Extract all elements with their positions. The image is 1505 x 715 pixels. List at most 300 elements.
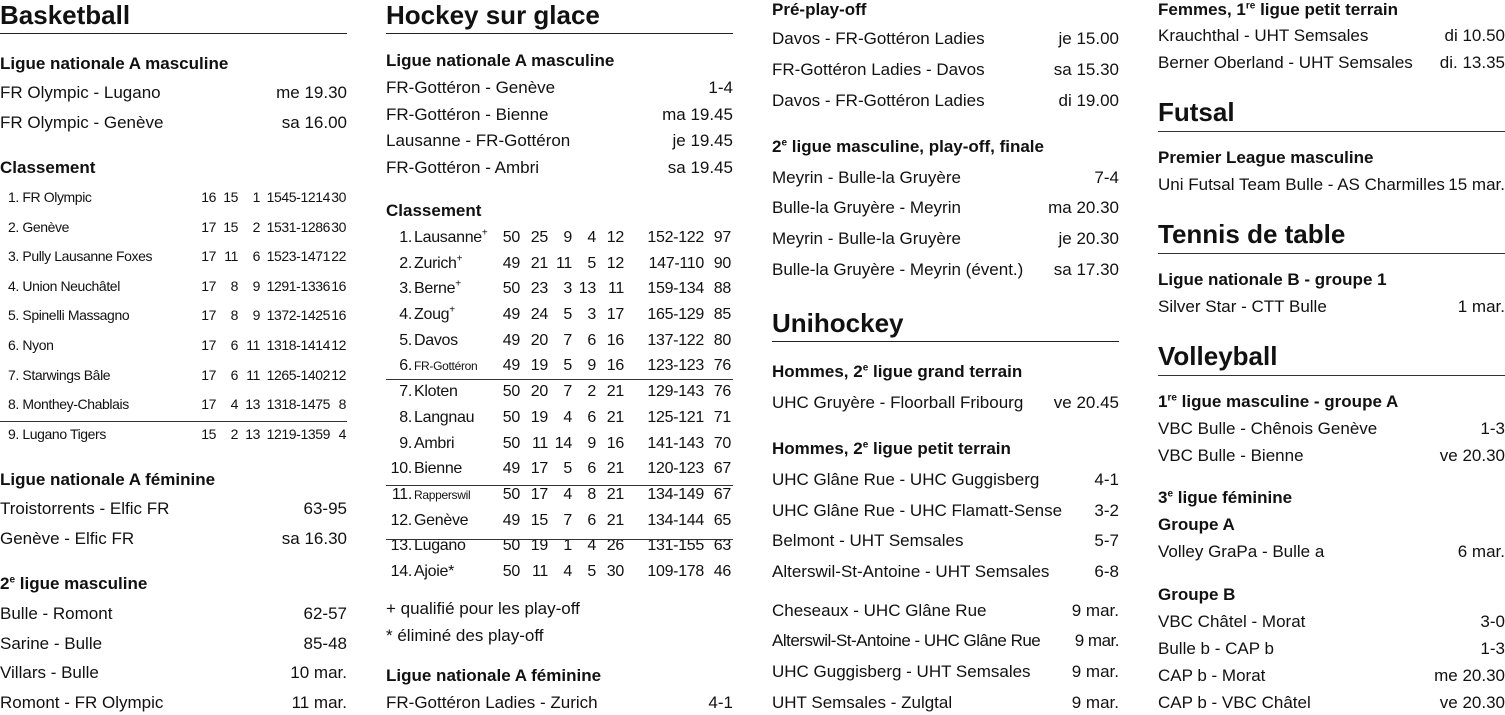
points: 80 — [713, 331, 731, 349]
heading-superscript: e — [1167, 488, 1174, 500]
match-result: me 19.30 — [276, 83, 347, 102]
played: 16 — [201, 189, 216, 205]
section-title-tennis: Tennis de table — [1158, 219, 1346, 249]
match-name: Sarine - Bulle — [0, 634, 103, 653]
rank: 5. — [8, 307, 19, 324]
match-result: 6-8 — [1094, 562, 1119, 581]
lost: 1 — [252, 189, 260, 205]
heading-superscript: e — [781, 137, 788, 149]
standings-row — [386, 485, 733, 511]
game-row — [772, 198, 1119, 218]
game-row — [0, 663, 347, 683]
match-result: di 19.00 — [1058, 91, 1119, 110]
goals: 131-155 — [647, 537, 704, 555]
game-row — [0, 693, 347, 713]
lost: 11 — [246, 366, 260, 383]
heading-part: Femmes, 1 — [1158, 0, 1246, 19]
losses: 21 — [606, 485, 624, 503]
games-played: 49 — [502, 306, 520, 324]
match-name: FR-Gottéron - Ambri — [386, 158, 540, 177]
section-rule — [1158, 131, 1505, 132]
played: 17 — [201, 277, 216, 294]
standings-row — [386, 408, 733, 434]
section-title-futsal: Futsal — [1158, 97, 1235, 127]
heading-part: ligue masculine — [15, 574, 148, 593]
lost: 2 — [252, 218, 260, 235]
goals: 134-149 — [647, 485, 704, 503]
section-title-unihockey: Unihockey — [772, 308, 1119, 342]
standings-row — [386, 279, 733, 305]
won: 8 — [230, 307, 238, 324]
game-row — [772, 60, 1119, 80]
relegation-divider — [386, 539, 733, 540]
heading-part: 2 — [0, 574, 10, 593]
wins: 17 — [530, 485, 548, 503]
points: 30 — [331, 189, 346, 205]
ot-wins: 1 — [563, 537, 572, 555]
game-row — [386, 78, 733, 98]
standings-row — [386, 331, 733, 357]
game-row — [772, 601, 1119, 621]
heading-part: 2 — [772, 137, 782, 156]
goals: 123-123 — [647, 357, 704, 375]
game-row — [1158, 666, 1505, 686]
ot-wins: 7 — [563, 331, 572, 349]
standings-row — [386, 382, 733, 408]
match-result: 9 mar. — [1074, 631, 1119, 650]
game-row — [772, 501, 1119, 521]
match-name: UHC Glâne Rue - UHC Guggisberg — [772, 470, 1040, 489]
ot-losses: 5 — [587, 562, 596, 580]
team-name: Lugano Tigers — [22, 425, 106, 442]
match-name: UHC Gruyère - Floorball Fribourg — [772, 393, 1024, 412]
rank: 2. — [399, 254, 412, 272]
match-result: 1-3 — [1480, 419, 1505, 438]
wins: 17 — [530, 460, 548, 478]
games-played: 49 — [502, 331, 520, 349]
losses: 30 — [606, 562, 624, 580]
ot-losses: 9 — [587, 434, 596, 452]
standings-row — [386, 459, 733, 485]
standings-row — [0, 306, 347, 336]
standings-row — [0, 218, 347, 248]
standings-heading: Classement — [0, 158, 96, 177]
losses: 12 — [606, 229, 624, 246]
group-heading: Groupe B — [1158, 585, 1236, 604]
games-played: 50 — [502, 229, 520, 246]
games-played: 50 — [502, 383, 520, 401]
ot-wins: 7 — [563, 511, 572, 529]
league-heading: Ligue nationale A féminine — [386, 666, 602, 685]
played: 17 — [201, 366, 216, 383]
won: 2 — [230, 425, 238, 442]
league-heading — [772, 362, 1119, 382]
points: 12 — [331, 366, 346, 383]
match-name: FR-Gottéron Ladies - Davos — [772, 60, 985, 79]
rank: 10. — [390, 460, 412, 478]
league-heading — [772, 439, 1119, 459]
losses: 16 — [606, 331, 624, 349]
points: 70 — [713, 434, 731, 452]
games-played: 50 — [502, 408, 520, 426]
losses: 16 — [606, 357, 624, 375]
ot-losses: 6 — [587, 511, 596, 529]
league-heading: Ligue nationale A masculine — [386, 51, 615, 70]
rank: 5. — [399, 331, 412, 349]
match-result: ve 20.30 — [1439, 693, 1505, 712]
match-result: ve 20.30 — [1439, 446, 1505, 465]
ot-losses: 6 — [587, 408, 596, 426]
match-result: 62-57 — [303, 604, 347, 623]
ot-wins: 9 — [563, 229, 572, 246]
game-row — [386, 693, 733, 713]
played: 17 — [201, 248, 216, 265]
match-result: je 19.45 — [672, 131, 733, 150]
game-row — [1158, 175, 1505, 195]
match-name: UHT Semsales - Zulgtal — [772, 693, 953, 712]
points: 22 — [331, 248, 346, 265]
games-played: 50 — [502, 434, 520, 452]
team-name: Bienne — [414, 460, 463, 478]
points-diff: 1372-1425 — [266, 307, 330, 324]
team-name: Rapperswil — [414, 487, 471, 502]
match-name: Krauchthal - UHT Semsales — [1158, 26, 1369, 45]
team-name: Genève — [414, 511, 469, 529]
match-name: VBC Bulle - Chênois Genève — [1158, 419, 1378, 438]
games-played: 50 — [502, 485, 520, 503]
relegation-divider — [0, 421, 347, 422]
ot-wins: 5 — [563, 306, 572, 324]
ot-wins: 11 — [555, 254, 572, 272]
league-heading — [772, 137, 1119, 157]
match-name: Alterswil-St-Antoine - UHC Glâne Rue — [772, 631, 1041, 650]
rank: 3. — [399, 280, 412, 298]
goals: 165-129 — [647, 306, 704, 324]
ot-losses: 4 — [587, 229, 596, 246]
rank: 4. — [8, 277, 19, 294]
team-name: Starwings Bâle — [22, 366, 111, 383]
ot-wins: 3 — [563, 280, 572, 298]
match-result: ma 20.30 — [1048, 198, 1119, 217]
hockey-standings-table — [386, 228, 733, 588]
league-heading — [0, 574, 347, 594]
match-result: 63-95 — [303, 499, 347, 518]
game-row — [772, 693, 1119, 713]
points: 46 — [713, 562, 731, 580]
match-result: sa 17.30 — [1053, 260, 1119, 279]
league-heading: Ligue nationale A masculine — [0, 54, 229, 73]
match-name: Uni Futsal Team Bulle - AS Charmilles — [1158, 175, 1445, 194]
match-name: Lausanne - FR-Gottéron — [386, 131, 571, 150]
game-row — [772, 260, 1119, 280]
wins: 11 — [531, 434, 548, 452]
match-result: je 20.30 — [1058, 229, 1119, 248]
rank: 3. — [8, 248, 19, 265]
league-heading: Ligue nationale A féminine — [0, 470, 216, 489]
points: 4 — [338, 425, 346, 442]
standings-row — [386, 254, 733, 280]
match-name: Meyrin - Bulle-la Gruyère — [772, 168, 961, 187]
rank: 1. — [8, 189, 19, 205]
lost: 13 — [245, 396, 260, 413]
wins: 21 — [530, 254, 548, 272]
match-result: 6 mar. — [1457, 542, 1505, 561]
match-name: FR Olympic - Genève — [0, 113, 164, 132]
heading-part: ligue masculine - groupe A — [1176, 392, 1399, 411]
ot-losses: 6 — [587, 460, 596, 478]
goals: 109-178 — [647, 562, 704, 580]
standings-row — [0, 247, 347, 277]
match-result: 1-4 — [708, 78, 733, 97]
heading-part: ligue masculine, play-off, finale — [787, 137, 1044, 156]
match-result: me 20.30 — [1434, 666, 1505, 685]
won: 4 — [230, 396, 238, 413]
points: 30 — [331, 218, 346, 235]
rank: 7. — [8, 366, 19, 383]
game-row — [1158, 693, 1505, 713]
losses: 12 — [606, 254, 624, 272]
game-row — [772, 631, 1119, 651]
match-name: Bulle - Romont — [0, 604, 113, 623]
lost: 13 — [245, 425, 260, 442]
team-name: Ambri — [414, 434, 455, 452]
losses: 16 — [606, 434, 624, 452]
ot-losses: 5 — [587, 254, 596, 272]
game-row — [1158, 419, 1505, 439]
ot-wins: 5 — [563, 460, 572, 478]
league-heading — [1158, 392, 1505, 412]
section-title-volleyball: Volleyball — [1158, 341, 1278, 371]
ot-wins: 4 — [563, 408, 572, 426]
losses: 21 — [606, 383, 624, 401]
league-heading — [1158, 0, 1505, 20]
match-result: 5-7 — [1094, 531, 1119, 550]
match-name: CAP b - VBC Châtel — [1158, 693, 1311, 712]
league-heading: Pré-play-off — [772, 0, 867, 19]
ot-losses: 2 — [587, 383, 596, 401]
section-rule — [1158, 375, 1505, 376]
match-name: Silver Star - CTT Bulle — [1158, 297, 1327, 316]
standings-row — [386, 228, 733, 254]
rank: 13. — [390, 537, 412, 555]
goals: 159-134 — [647, 280, 704, 298]
rank: 8. — [399, 408, 412, 426]
games-played: 49 — [502, 357, 520, 375]
game-row — [1158, 446, 1505, 466]
game-row — [386, 131, 733, 151]
ot-wins: 4 — [563, 562, 572, 580]
ot-losses: 6 — [587, 331, 596, 349]
losses: 21 — [606, 460, 624, 478]
rank: 8. — [8, 396, 19, 413]
team-name: Zurich — [414, 254, 457, 272]
won: 15 — [223, 189, 238, 205]
match-result: di 10.50 — [1444, 26, 1505, 45]
points: 85 — [713, 306, 731, 324]
points: 67 — [713, 460, 731, 478]
heading-superscript: e — [862, 362, 869, 374]
points: 90 — [713, 254, 731, 272]
wins: 25 — [530, 229, 548, 246]
lost: 9 — [252, 277, 260, 294]
match-name: FR-Gottéron - Genève — [386, 78, 556, 97]
match-name: Volley GraPa - Bulle a — [1158, 542, 1325, 561]
match-result: 4-1 — [1094, 470, 1119, 489]
game-row — [1158, 297, 1505, 317]
ot-wins: 4 — [563, 485, 572, 503]
rank: 11. — [391, 485, 412, 503]
points: 76 — [713, 357, 731, 375]
heading-part: ligue féminine — [1173, 488, 1293, 507]
team-name: Berne — [414, 280, 456, 298]
lost: 6 — [252, 248, 260, 265]
standings-row — [0, 336, 347, 366]
points: 65 — [713, 511, 731, 529]
wins: 19 — [530, 357, 548, 375]
won: 6 — [230, 366, 238, 383]
rank: 14. — [390, 562, 412, 580]
ot-losses: 4 — [587, 537, 596, 555]
match-name: Troistorrents - Elfic FR — [0, 499, 170, 518]
standings-row — [0, 188, 347, 218]
match-name: Belmont - UHT Semsales — [772, 531, 964, 550]
match-result: ma 19.45 — [662, 105, 733, 124]
basketball-standings-table — [0, 188, 347, 454]
league-heading: Premier League masculine — [1158, 148, 1374, 167]
points: 76 — [713, 383, 731, 401]
standings-row — [0, 366, 347, 396]
section-rule — [1158, 253, 1505, 254]
match-result: 7-4 — [1094, 168, 1119, 187]
match-name: Cheseaux - UHC Glâne Rue — [772, 601, 987, 620]
losses: 21 — [606, 408, 624, 426]
section-title-basketball: Basketball — [0, 0, 347, 34]
game-row — [772, 229, 1119, 249]
match-name: VBC Châtel - Morat — [1158, 612, 1306, 631]
qualifier-mark: + — [456, 253, 463, 265]
goals: 120-123 — [647, 460, 704, 478]
points: 71 — [713, 408, 731, 426]
group-heading: Groupe A — [1158, 515, 1235, 534]
legend-eliminated: * éliminé des play-off — [386, 626, 544, 645]
points: 12 — [331, 336, 346, 353]
match-result: 15 mar. — [1448, 175, 1505, 194]
won: 6 — [230, 336, 238, 353]
match-name: Romont - FR Olympic — [0, 693, 164, 712]
points: 97 — [713, 229, 731, 246]
played: 17 — [201, 336, 216, 353]
match-result: ve 20.45 — [1053, 393, 1119, 412]
game-row — [0, 634, 347, 654]
match-name: Berner Oberland - UHT Semsales — [1158, 53, 1413, 72]
match-name: Bulle-la Gruyère - Meyrin (évent.) — [772, 260, 1024, 279]
played: 15 — [201, 425, 216, 442]
standings-row — [386, 562, 733, 588]
game-row — [0, 113, 347, 133]
ot-losses: 8 — [587, 485, 596, 503]
wins: 19 — [530, 408, 548, 426]
team-name: FR Olympic — [22, 189, 92, 205]
league-heading — [1158, 488, 1505, 508]
rank: 6. — [8, 336, 19, 353]
playoff-divider — [386, 379, 733, 380]
heading-part: 3 — [1158, 488, 1168, 507]
team-name: Zoug — [414, 306, 450, 324]
wins: 24 — [530, 306, 548, 324]
heading-part: 1 — [1158, 392, 1168, 411]
standings-row — [386, 536, 733, 562]
goals: 129-143 — [647, 383, 704, 401]
team-name: Genève — [22, 218, 70, 235]
lost: 11 — [246, 336, 260, 353]
heading-superscript: re — [1167, 392, 1177, 404]
team-name: Kloten — [414, 383, 458, 401]
game-row — [772, 470, 1119, 490]
points-diff: 1219-1359 — [266, 425, 330, 442]
rank: 4. — [399, 306, 412, 324]
heading-part: ligue petit terrain — [1255, 0, 1398, 19]
match-result: 3-0 — [1480, 612, 1505, 631]
points-diff: 1318-1414 — [266, 336, 330, 353]
team-name: Nyon — [22, 336, 54, 353]
rank: 9. — [8, 425, 19, 442]
match-name: CAP b - Morat — [1158, 666, 1266, 685]
match-name: Davos - FR-Gottéron Ladies — [772, 91, 985, 110]
qualifier-mark: + — [449, 304, 455, 316]
ot-losses: 9 — [587, 357, 596, 375]
match-name: FR-Gottéron - Bienne — [386, 105, 549, 124]
points-diff: 1545-1214 — [266, 189, 330, 205]
game-row — [772, 562, 1119, 582]
won: 15 — [223, 218, 238, 235]
team-name: Lausanne — [414, 229, 482, 246]
ot-wins: 5 — [563, 357, 572, 375]
won: 8 — [230, 277, 238, 294]
wins: 20 — [530, 331, 548, 349]
points: 88 — [713, 280, 731, 298]
team-name: Ajoie — [414, 562, 449, 580]
game-row — [1158, 612, 1505, 632]
points: 8 — [338, 396, 346, 413]
standings-row — [386, 511, 733, 537]
qualifier-mark: + — [481, 227, 488, 239]
wins: 11 — [531, 562, 548, 580]
rank: 12. — [390, 511, 412, 529]
losses: 26 — [606, 537, 624, 555]
standings-row — [386, 434, 733, 460]
team-name: Monthey-Chablais — [22, 396, 129, 413]
team-name: Pully Lausanne Foxes — [22, 248, 153, 265]
game-row — [772, 91, 1119, 111]
points: 16 — [331, 307, 346, 324]
game-row — [772, 531, 1119, 551]
points: 63 — [713, 537, 731, 555]
eliminated-mark: * — [448, 562, 455, 580]
game-row — [0, 529, 347, 549]
game-row — [0, 83, 347, 103]
match-result: sa 16.00 — [281, 113, 347, 132]
points-diff: 1531-1286 — [266, 218, 330, 235]
points-diff: 1318-1475 — [266, 396, 330, 413]
team-name: Union Neuchâtel — [22, 277, 120, 294]
played: 17 — [201, 396, 216, 413]
heading-part: ligue petit terrain — [868, 439, 1011, 458]
team-name: Langnau — [414, 408, 475, 426]
losses: 21 — [606, 511, 624, 529]
game-row — [772, 168, 1119, 188]
goals: 137-122 — [647, 331, 704, 349]
points: 16 — [331, 277, 346, 294]
